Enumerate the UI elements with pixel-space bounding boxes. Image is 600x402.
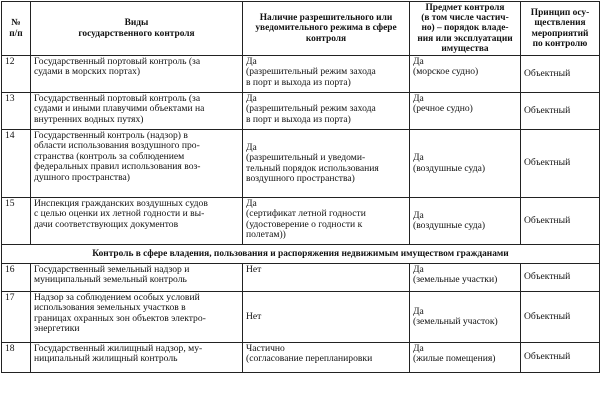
table-row <box>2 343 600 373</box>
row-num: 17 <box>2 292 31 343</box>
row-principle: Объектный <box>521 56 600 93</box>
row-regime: Да (разрешительный режим захода в порт и выхода из порта) <box>243 56 410 93</box>
row-subject: Да (воздушные суда) <box>410 198 521 245</box>
row-principle: Объектный <box>521 93 600 130</box>
row-num: 15 <box>2 198 31 245</box>
table-row <box>2 130 600 198</box>
row-control-kind: Государственный жилищный надзор, му- ниципальный жилищный контроль <box>31 343 243 373</box>
row-num: 14 <box>2 130 31 198</box>
row-subject: Да (жилые помещения) <box>410 343 521 373</box>
row-control-kind: Государственный контроль (надзор) в области использования воздушного про- странства (контроль за соблюдением федеральных правил использования воз- душного пространства) <box>31 130 243 198</box>
table-header-row <box>2 2 600 56</box>
row-control-kind: Надзор за соблюдением особых условий использования земельных участков в границах охранных зон объектов электро- энергетики <box>31 292 243 343</box>
header-principle: Принцип осу- ществления мероприятий по контролю <box>521 2 600 56</box>
row-regime: Частично (согласование перепланировки <box>243 343 410 373</box>
row-principle: Объектный <box>521 264 600 292</box>
table-row <box>2 292 600 343</box>
row-num: 18 <box>2 343 31 373</box>
header-num: № п/п <box>2 2 31 56</box>
row-regime: Да (разрешительный и уведоми- тельный порядок использования воздушного пространства) <box>243 130 410 198</box>
table-row <box>2 93 600 130</box>
row-subject: Да (воздушные суда) <box>410 130 521 198</box>
row-num: 13 <box>2 93 31 130</box>
table-row <box>2 198 600 245</box>
row-subject: Да (речное судно) <box>410 93 521 130</box>
row-principle: Объектный <box>521 130 600 198</box>
row-control-kind: Государственный портовый контроль (за судами и иными плавучими объектами на внутренних водных путях) <box>31 93 243 130</box>
row-principle: Объектный <box>521 292 600 343</box>
table-row <box>2 264 600 292</box>
row-control-kind: Инспекция гражданских воздушных судов с целью оценки их летной годности и вы- дачи соответствующих документов <box>31 198 243 245</box>
control-types-table <box>1 1 600 373</box>
row-subject: Да (земельный участок) <box>410 292 521 343</box>
section-row <box>2 245 600 264</box>
row-principle: Объектный <box>521 343 600 373</box>
row-num: 12 <box>2 56 31 93</box>
header-control-kind: Виды государственного контроля <box>31 2 243 56</box>
row-num: 16 <box>2 264 31 292</box>
row-subject: Да (земельные участки) <box>410 264 521 292</box>
header-regime: Наличие разрешительного или уведомительного режима в сфере контроля <box>243 2 410 56</box>
row-control-kind: Государственный портовый контроль (за судами в морских портах) <box>31 56 243 93</box>
row-subject: Да (морское судно) <box>410 56 521 93</box>
row-regime: Да (сертификат летной годности (удостоверение о годности к полетам)) <box>243 198 410 245</box>
row-regime: Нет <box>243 292 410 343</box>
row-principle: Объектный <box>521 198 600 245</box>
header-subject: Предмет контроля (в том числе частич- но) – порядок владе- ния или эксплуатации имущества <box>410 2 521 56</box>
table-row <box>2 56 600 93</box>
row-regime: Нет <box>243 264 410 292</box>
row-regime: Да (разрешительный режим захода в порт и выхода из порта) <box>243 93 410 130</box>
section-heading: Контроль в сфере владения, пользования и распоряжения недвижимым имуществом гражданами <box>2 245 600 264</box>
row-control-kind: Государственный земельный надзор и муниципальный земельный контроль <box>31 264 243 292</box>
